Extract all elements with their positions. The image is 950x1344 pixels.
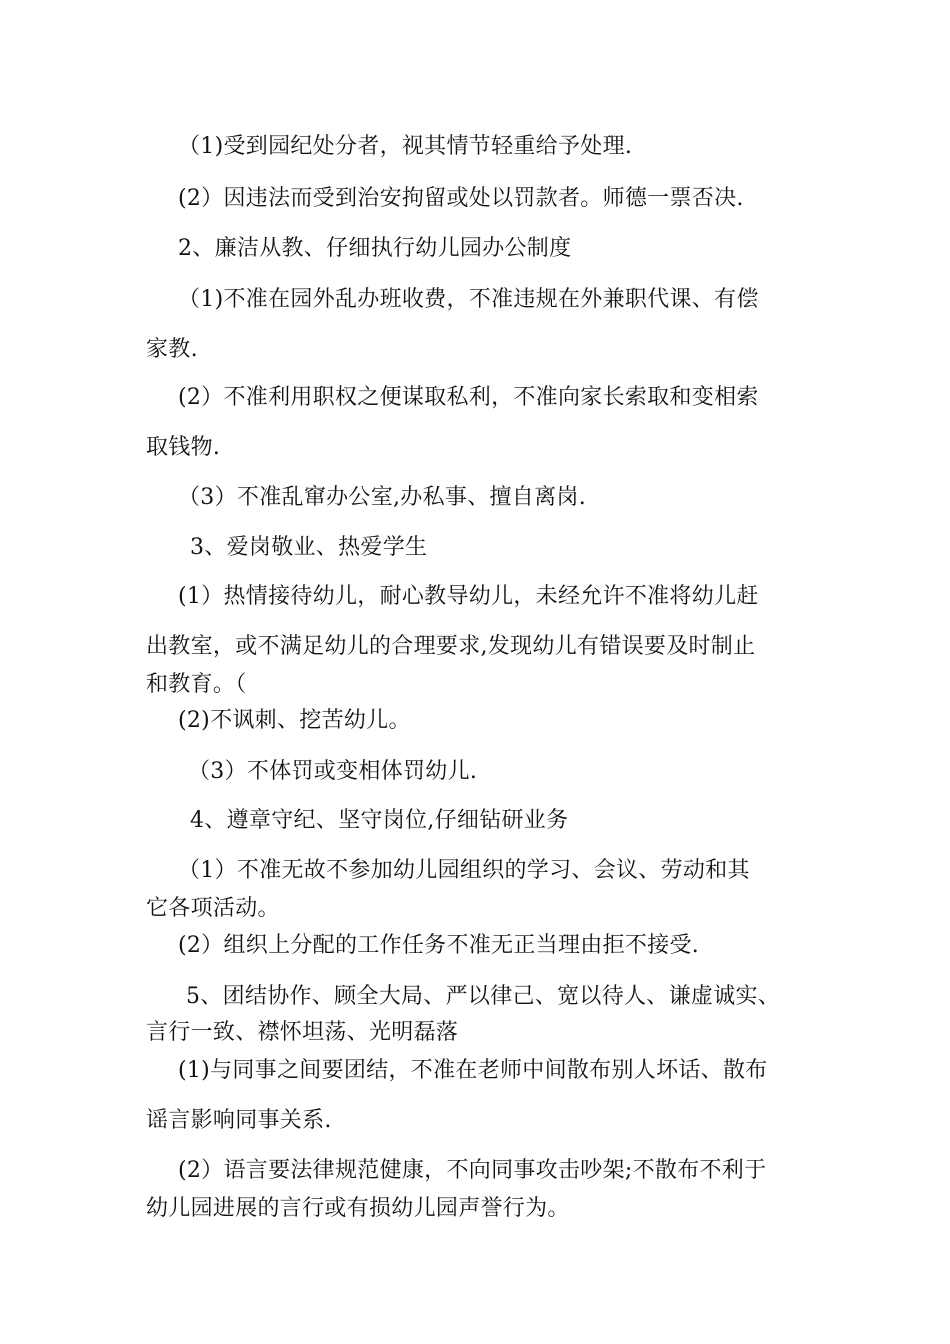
text-line-14: （3）不体罚或变相体罚幼儿. [188,759,478,784]
text-line-23: (2）语言要法律规范健康，不向同事攻击吵架;不散布不利于 [178,1158,767,1183]
text-line-5: 家教. [146,337,198,362]
text-line-21: (1)与同事之间要团结，不准在老师中间散布别人坏话、散布 [178,1058,768,1083]
text-line-17: 它各项活动。 [146,896,280,921]
text-line-1: （1)受到园纪处分者，视其情节轻重给予处理. [178,134,633,159]
text-line-7: 取钱物. [146,435,221,460]
text-line-16: （1）不准无故不参加幼儿园组织的学习、会议、劳动和其 [178,858,750,883]
text-line-22: 谣言影响同事关系. [146,1108,332,1133]
text-line-6: (2）不准利用职权之便谋取私利，不准向家长索取和变相索 [178,385,759,410]
text-line-10: (1）热情接待幼儿，耐心教导幼儿，未经允许不准将幼儿赶 [178,584,759,609]
section-heading-2: 2、廉洁从教、仔细执行幼儿园办公制度 [178,236,572,261]
text-line-24: 幼儿园进展的言行或有损幼儿园声誉行为。 [146,1196,570,1221]
section-heading-5: 5、团结协作、顾全大局、严以律己、宽以待人、谦虚诚实、 [186,984,781,1009]
text-line-12: 和教育。（ [146,672,247,697]
text-line-11: 出教室，或不满足幼儿的合理要求,发现幼儿有错误要及时制止 [146,634,756,659]
section-heading-3: 3、爱岗敬业、热爱学生 [190,535,428,560]
text-line-13: (2)不讽刺、挖苦幼儿。 [178,708,411,733]
text-line-20: 言行一致、襟怀坦荡、光明磊落 [146,1020,459,1045]
section-heading-4: 4、遵章守纪、坚守岗位,仔细钻研业务 [190,808,569,833]
text-line-4: （1)不准在园外乱办班收费，不准违规在外兼职代课、有偿 [178,287,759,312]
text-line-2: (2）因违法而受到治安拘留或处以罚款者。师德一票否决. [178,186,744,211]
text-line-8: （3）不准乱窜办公室,办私事、擅自离岗. [178,485,586,510]
text-line-18: (2）组织上分配的工作任务不准无正当理由拒不接受. [178,933,700,958]
